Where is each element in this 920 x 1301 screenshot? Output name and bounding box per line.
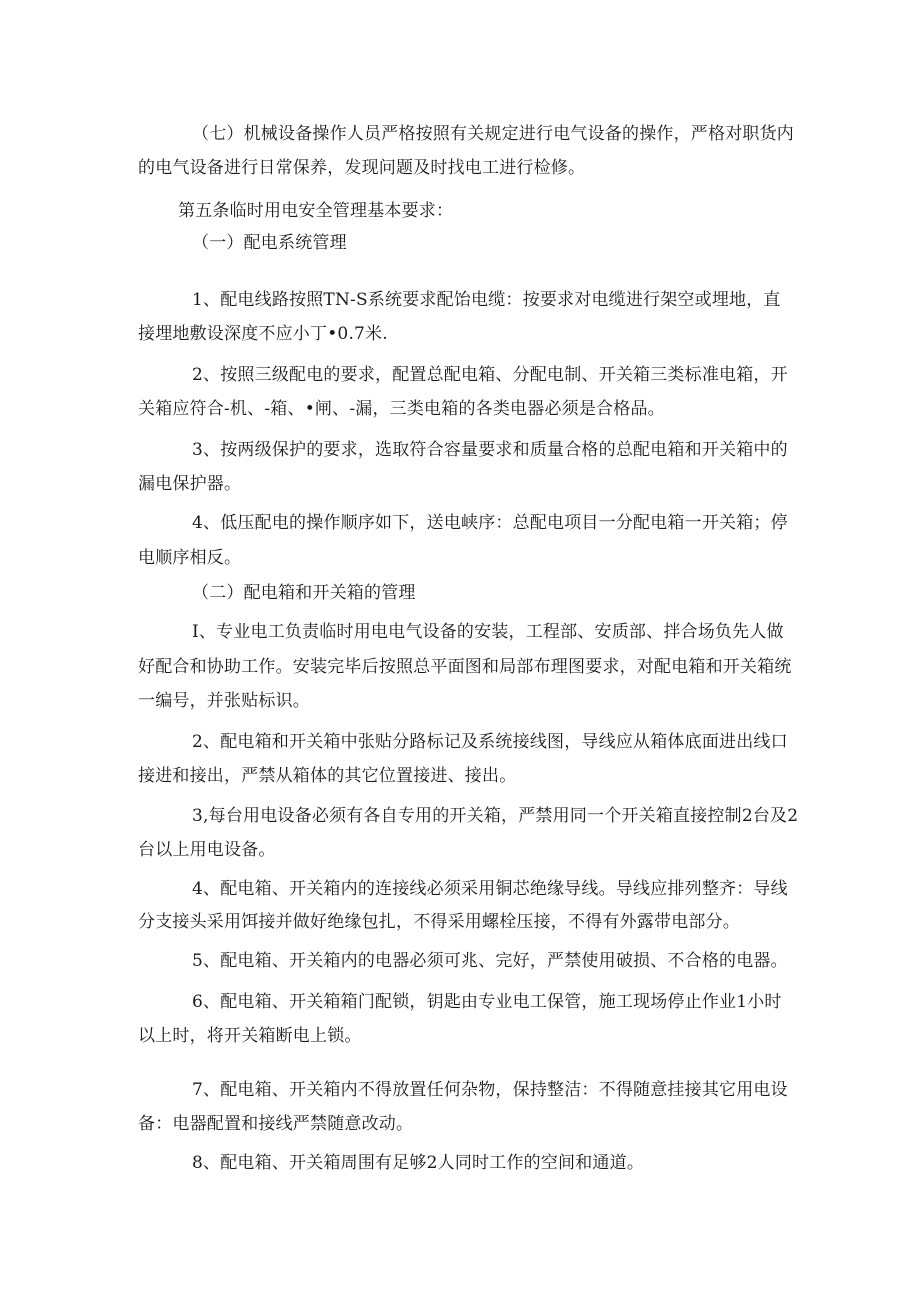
text-line: 好配合和协助工作。安装完毕后按照总平面图和局部布理图要求，对配电箱和开关箱统 — [138, 657, 792, 677]
text-line: 5、配电箱、开关箱内的电器必须可兆、完好，严禁使用破损、不合格的电器。 — [192, 951, 788, 971]
text-line: 2、按照三级配电的要求，配置总配电箱、分配电制、开关箱三类标准电箱，开 — [192, 365, 788, 385]
text-line: 2、配电箱和开关箱中张贴分路标记及系统接线图，导线应从箱体底面进出线口 — [192, 732, 788, 752]
subsection-heading: （一）配电系统管理 — [192, 233, 347, 253]
text-line: 分支接头采用饵接并做好绝缘包扎，不得采用螺栓压接，不得有外露带电部分。 — [138, 912, 740, 932]
text-line: 1、配电线路按照TN-S系统要求配饴电缆：按要求对电缆进行架空或埋地，直 — [192, 290, 781, 310]
text-line: 以上时，将开关箱断电上锁。 — [138, 1026, 362, 1046]
text-line: 台以上用电设备。 — [138, 840, 276, 860]
text-line: 接进和接出，严禁从箱体的其它位置接进、接出。 — [138, 766, 517, 786]
text-line: 接埋地敷设深度不应小丁•0.7米. — [138, 324, 388, 344]
text-line: 漏电保护器。 — [138, 474, 242, 494]
text-line: 一编号，并张贴标识。 — [138, 691, 310, 711]
text-line: （七）机械设备操作人员严格按照有关规定进行电气设备的操作，严格对职货内 — [192, 124, 794, 144]
text-line: 备：电器配置和接线严禁随意改动。 — [138, 1114, 414, 1134]
text-line: I、专业电工负责临时用电电气设备的安装，工程部、安质部、拌合场负先人做 — [192, 622, 784, 642]
text-line: 关箱应符合-机、-箱、•闸、-漏，三类电箱的各类电器必须是合格品。 — [138, 399, 665, 419]
subsection-heading: （二）配电箱和开关箱的管理 — [192, 583, 416, 603]
text-line: 8、配电箱、开关箱周围有足够2人同时工作的空间和通道。 — [192, 1153, 645, 1173]
text-line: 的电气设备进行日常保养，发现问题及时找电工进行检修。 — [138, 158, 586, 178]
text-line: 4、配电箱、开关箱内的连接线必须采用铜芯绝缘导线。导线应排列整齐：导线 — [192, 879, 788, 899]
text-line: 电顺序相反。 — [138, 548, 242, 568]
section-heading: 第五条临时用电安全管理基本要求： — [178, 201, 454, 221]
text-line: 6、配电箱、开关箱箱门配锁，钥匙由专业电工保管，施工现场停止作业1小时 — [192, 992, 782, 1012]
text-line: 3、按两级保护的要求，选取符合容量要求和质量合格的总配电箱和开关箱中的 — [192, 440, 788, 460]
text-line: 7、配电箱、开关箱内不得放置任何杂物，保持整洁：不得随意挂接其它用电设 — [192, 1080, 788, 1100]
text-line: 4、低压配电的操作顺序如下，送电峡序：总配电项目一分配电箱一开关箱；停 — [192, 513, 788, 533]
text-line: 3,每台用电设备必须有各自专用的开关箱，严禁用同一个开关箱直接控制2台及2 — [192, 806, 799, 826]
